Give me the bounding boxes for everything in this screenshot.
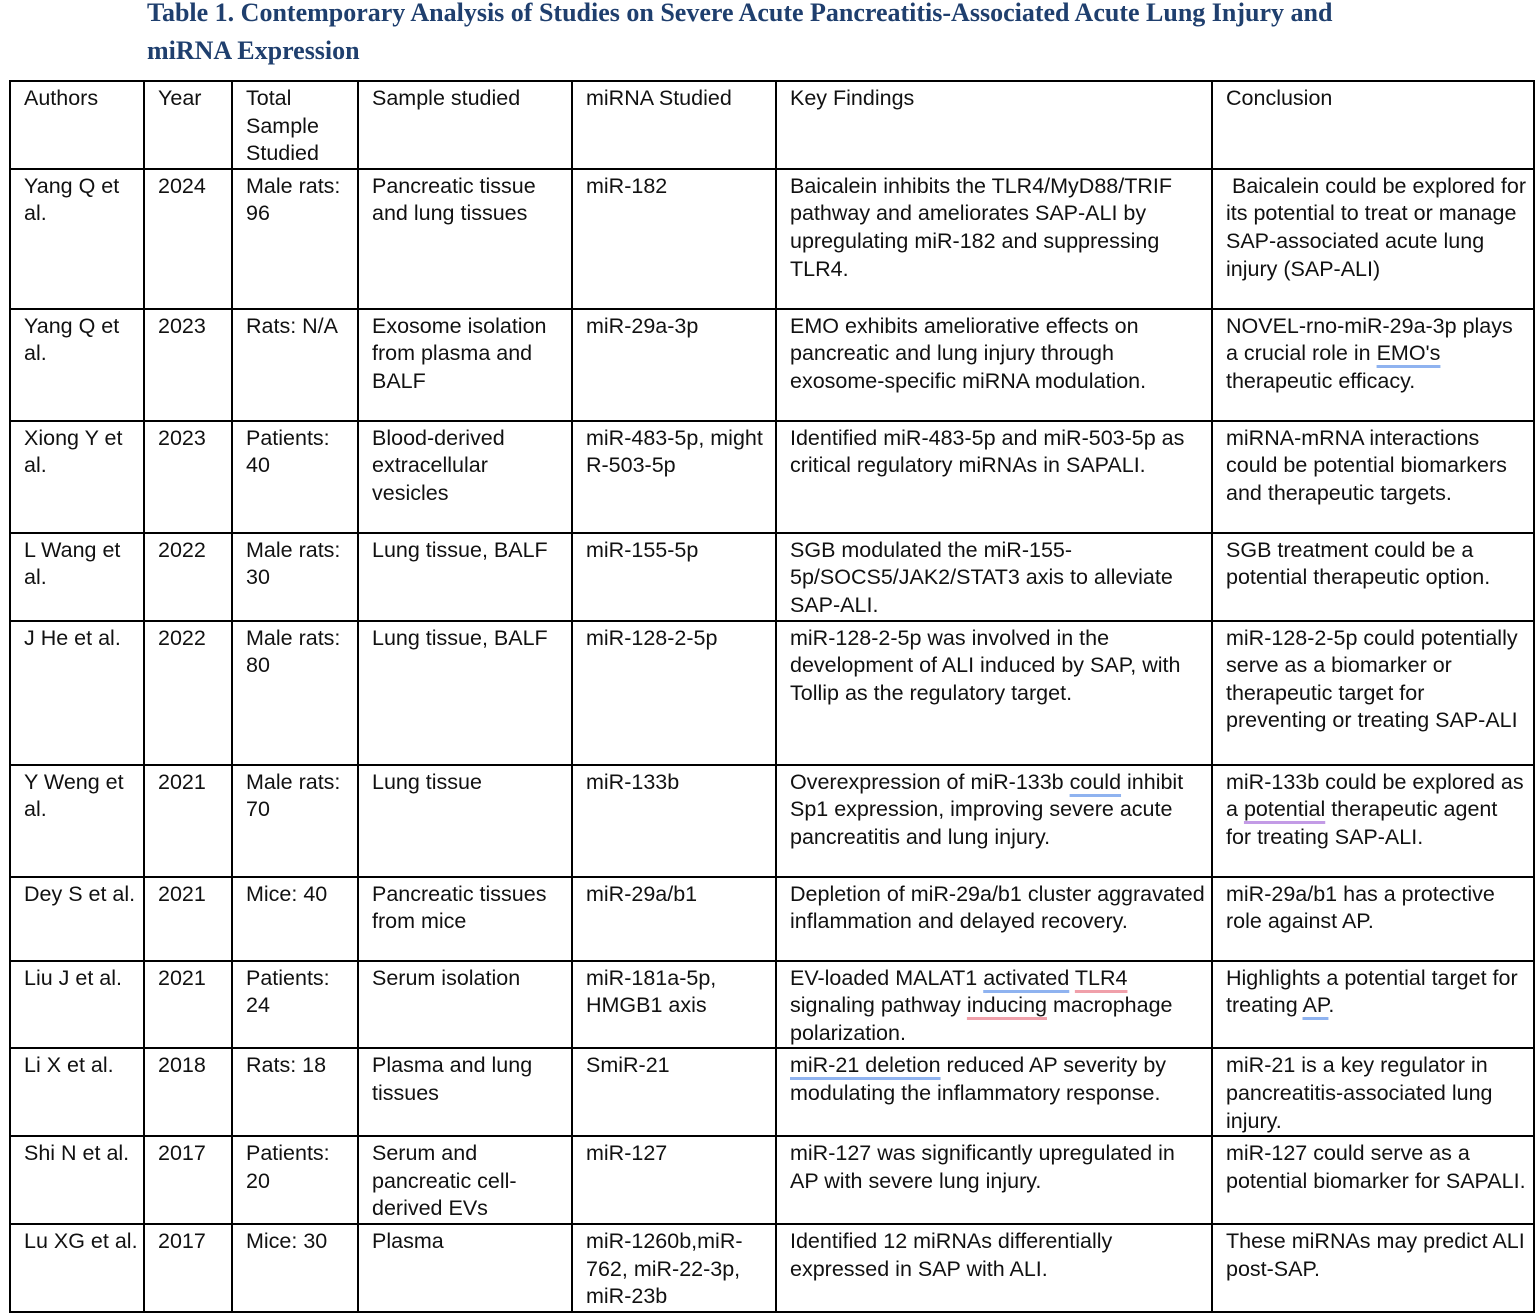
- conclusion-text: Highlights a potential target for treating: [1226, 965, 1518, 1018]
- conclusion-text: .: [1328, 993, 1335, 1018]
- cell-findings: miR-128-2-5p was involved in the development of ALI induced by SAP, with Tollip as the regulatory target.: [776, 621, 1212, 765]
- conclusion-text: therapeutic efficacy.: [1226, 368, 1416, 393]
- cell-mirna: miR-128-2-5p: [572, 621, 776, 765]
- findings-text: macrophage polarization.: [790, 993, 1173, 1045]
- table-row: [10, 621, 1534, 765]
- cell-authors: Lu XG et al.: [10, 1224, 144, 1312]
- cell-authors: Yang Q et al.: [10, 169, 144, 309]
- cell-total: Patients: 20: [232, 1136, 358, 1224]
- cell-findings: Identified miR-483-5p and miR-503-5p as critical regulatory miRNAs in SAPALI.: [776, 421, 1212, 533]
- cell-sample: Exosome isolation from plasma and BALF: [358, 309, 572, 421]
- cell-mirna: miR-483-5p, might R-503-5p: [572, 421, 776, 533]
- findings-text: EV-loaded MALAT1: [790, 965, 984, 990]
- cell-conclusion: Baicalein could be explored for its potential to treat or manage SAP-associated acute lung injury (SAP-ALI): [1212, 169, 1534, 309]
- cell-mirna: miR-29a/b1: [572, 877, 776, 961]
- table-row: [10, 765, 1534, 877]
- cell-authors: Li X et al.: [10, 1048, 144, 1136]
- cell-year: 2022: [144, 533, 232, 621]
- cell-findings: miR-127 was significantly upregulated in AP with severe lung injury.: [776, 1136, 1212, 1224]
- cell-authors: J He et al.: [10, 621, 144, 765]
- cell-mirna: miR-133b: [572, 765, 776, 877]
- table-caption: Table 1. Contemporary Analysis of Studies on Severe Acute Pancreatitis-Associated Acute Lung Injury and miRNA Expression: [147, 0, 1333, 65]
- cell-mirna: miR-155-5p: [572, 533, 776, 621]
- cell-sample: Lung tissue, BALF: [358, 621, 572, 765]
- conclusion-text: miR-133b could be explored as a: [1226, 769, 1524, 822]
- flagged-word: potential: [1243, 797, 1326, 822]
- table-row: [10, 877, 1534, 961]
- cell-conclusion: [1212, 765, 1534, 877]
- table-row: [10, 1136, 1534, 1224]
- table-row: [10, 169, 1534, 309]
- cell-conclusion: miR-21 is a key regulator in pancreatitis-associated lung injury.: [1212, 1048, 1534, 1136]
- cell-total: Rats: N/A: [232, 309, 358, 421]
- cell-mirna: miR-181a-5p, HMGB1 axis: [572, 961, 776, 1049]
- header-total-sample: Total Sample Studied: [232, 81, 358, 169]
- cell-authors: Liu J et al.: [10, 961, 144, 1049]
- cell-findings: [776, 1048, 1212, 1136]
- table-row: [10, 1048, 1534, 1136]
- studies-table: [9, 80, 1535, 1313]
- findings-text: reduced AP severity by modulating the inflammatory response.: [790, 1053, 1167, 1105]
- cell-authors: Xiong Y et al.: [10, 421, 144, 533]
- conclusion-text: therapeutic agent for treating SAP-ALI.: [1226, 797, 1498, 849]
- cell-authors: Y Weng et al.: [10, 765, 144, 877]
- cell-year: 2023: [144, 309, 232, 421]
- cell-conclusion: miR-128-2-5p could potentially serve as a biomarker or therapeutic target for preventing or treating SAP-ALI: [1212, 621, 1534, 765]
- cell-year: 2022: [144, 621, 232, 765]
- cell-total: Male rats: 96: [232, 169, 358, 309]
- header-authors: Authors: [10, 81, 144, 169]
- cell-mirna: miR-127: [572, 1136, 776, 1224]
- cell-authors: Dey S et al.: [10, 877, 144, 961]
- flagged-word: activated: [983, 965, 1070, 990]
- cell-total: Rats: 18: [232, 1048, 358, 1136]
- cell-mirna: miR-182: [572, 169, 776, 309]
- cell-year: 2024: [144, 169, 232, 309]
- cell-findings: SGB modulated the miR-155-5p/SOCS5/JAK2/STAT3 axis to alleviate SAP-ALI.: [776, 533, 1212, 621]
- cell-conclusion: SGB treatment could be a potential therapeutic option.: [1212, 533, 1534, 621]
- header-sample-studied: Sample studied: [358, 81, 572, 169]
- cell-total: Male rats: 80: [232, 621, 358, 765]
- cell-conclusion: [1212, 309, 1534, 421]
- cell-total: Patients: 40: [232, 421, 358, 533]
- cell-findings: EMO exhibits ameliorative effects on pancreatic and lung injury through exosome-specific miRNA modulation.: [776, 309, 1212, 421]
- cell-findings: [776, 765, 1212, 877]
- cell-conclusion: These miRNAs may predict ALI post-SAP.: [1212, 1224, 1534, 1312]
- findings-text: inhibit Sp1 expression, improving severe acute pancreatitis and lung injury.: [790, 769, 1184, 849]
- cell-authors: Shi N et al.: [10, 1136, 144, 1224]
- cell-year: 2017: [144, 1224, 232, 1312]
- cell-findings: Baicalein inhibits the TLR4/MyD88/TRIF pathway and ameliorates SAP-ALI by upregulating miR-182 and suppressing TLR4.: [776, 169, 1212, 309]
- cell-findings: Depletion of miR-29a/b1 cluster aggravated inflammation and delayed recovery.: [776, 877, 1212, 961]
- cell-year: 2021: [144, 961, 232, 1049]
- cell-conclusion: miR-127 could serve as a potential biomarker for SAPALI.: [1212, 1136, 1534, 1224]
- cell-sample: Pancreatic tissue and lung tissues: [358, 169, 572, 309]
- table-row: [10, 533, 1534, 621]
- cell-year: 2017: [144, 1136, 232, 1224]
- findings-text: signaling pathway: [790, 993, 967, 1018]
- cell-conclusion: miRNA-mRNA interactions could be potential biomarkers and therapeutic targets.: [1212, 421, 1534, 533]
- cell-sample: Plasma: [358, 1224, 572, 1312]
- cell-sample: Pancreatic tissues from mice: [358, 877, 572, 961]
- cell-total: Patients: 24: [232, 961, 358, 1049]
- cell-sample: Serum isolation: [358, 961, 572, 1049]
- cell-authors: L Wang et al.: [10, 533, 144, 621]
- cell-year: 2018: [144, 1048, 232, 1136]
- cell-mirna: miR-1260b,miR-762, miR-22-3p, miR-23b: [572, 1224, 776, 1312]
- cell-sample: Blood-derived extracellular vesicles: [358, 421, 572, 533]
- cell-conclusion: miR-29a/b1 has a protective role against AP.: [1212, 877, 1534, 961]
- cell-sample: Lung tissue, BALF: [358, 533, 572, 621]
- cell-year: 2021: [144, 877, 232, 961]
- findings-text: Overexpression of miR-133b: [790, 769, 1070, 794]
- table-row: [10, 309, 1534, 421]
- table-row: [10, 1224, 1534, 1312]
- table-row: [10, 961, 1534, 1049]
- header-conclusion: Conclusion: [1212, 81, 1534, 169]
- cell-sample: Lung tissue: [358, 765, 572, 877]
- cell-sample: Serum and pancreatic cell-derived EVs: [358, 1136, 572, 1224]
- flagged-word: AP: [1302, 993, 1329, 1018]
- header-key-findings: Key Findings: [776, 81, 1212, 169]
- cell-sample: Plasma and lung tissues: [358, 1048, 572, 1136]
- table-row: [10, 421, 1534, 533]
- flagged-word: miR-21 deletion: [790, 1053, 941, 1078]
- cell-mirna: miR-29a-3p: [572, 309, 776, 421]
- flagged-word: could: [1069, 769, 1122, 794]
- cell-total: Male rats: 70: [232, 765, 358, 877]
- cell-year: 2021: [144, 765, 232, 877]
- cell-findings: [776, 961, 1212, 1049]
- cell-authors: Yang Q et al.: [10, 309, 144, 421]
- cell-total: Male rats: 30: [232, 533, 358, 621]
- cell-conclusion: [1212, 961, 1534, 1049]
- conclusion-text: NOVEL-rno-miR-29a-3p plays a crucial role in: [1226, 313, 1513, 366]
- cell-total: Mice: 30: [232, 1224, 358, 1312]
- cell-mirna: SmiR-21: [572, 1048, 776, 1136]
- flagged-word: EMO's: [1376, 341, 1441, 366]
- cell-year: 2023: [144, 421, 232, 533]
- flagged-word: inducing: [966, 993, 1047, 1018]
- cell-total: Mice: 40: [232, 877, 358, 961]
- cell-findings: Identified 12 miRNAs differentially expressed in SAP with ALI.: [776, 1224, 1212, 1312]
- header-mirna: miRNA Studied: [572, 81, 776, 169]
- header-row: [10, 81, 1534, 169]
- header-year: Year: [144, 81, 232, 169]
- flagged-word: TLR4: [1074, 965, 1128, 990]
